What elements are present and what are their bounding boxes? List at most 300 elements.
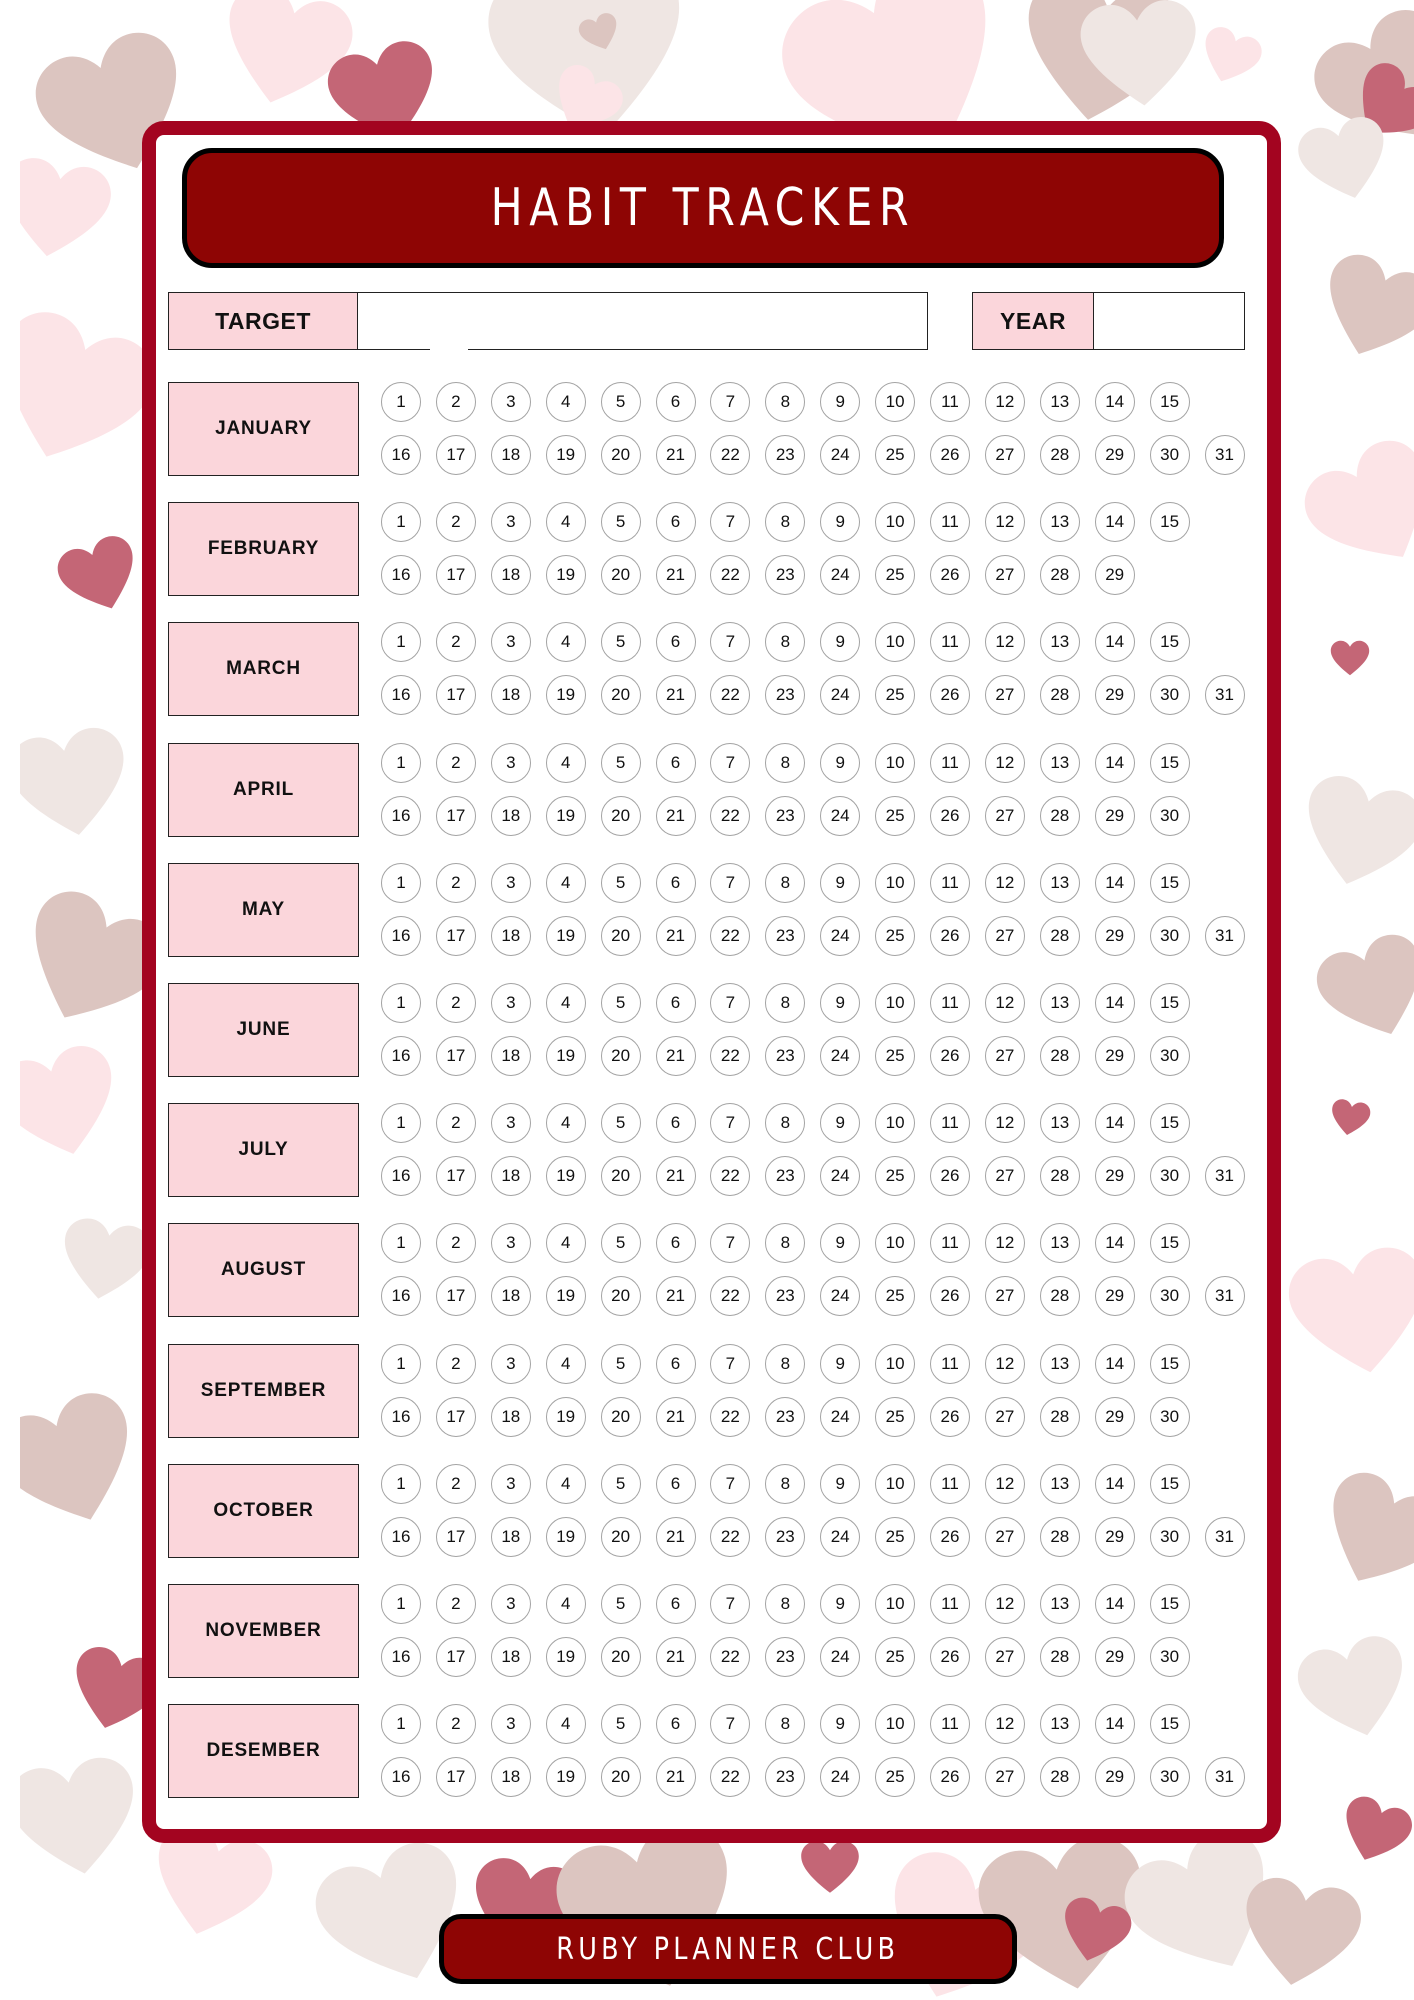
day-circle[interactable]: 7 [710,983,750,1023]
day-circle[interactable]: 19 [546,1276,586,1316]
day-circle[interactable]: 20 [601,1036,641,1076]
day-circle[interactable]: 30 [1150,1517,1190,1557]
day-circle[interactable]: 2 [436,1344,476,1384]
day-circle[interactable]: 13 [1040,1464,1080,1504]
day-circle[interactable]: 6 [656,622,696,662]
day-circle[interactable]: 31 [1205,1517,1245,1557]
day-circle[interactable]: 28 [1040,1637,1080,1677]
day-circle[interactable]: 9 [820,1344,860,1384]
day-circle[interactable]: 13 [1040,1344,1080,1384]
day-circle[interactable]: 28 [1040,916,1080,956]
day-circle[interactable]: 20 [601,1517,641,1557]
day-circle[interactable]: 6 [656,1344,696,1384]
day-circle[interactable]: 8 [765,1103,805,1143]
day-circle[interactable]: 26 [930,1276,970,1316]
day-circle[interactable]: 7 [710,1344,750,1384]
day-circle[interactable]: 30 [1150,1637,1190,1677]
day-circle[interactable]: 22 [710,675,750,715]
day-circle[interactable]: 23 [765,1276,805,1316]
day-circle[interactable]: 19 [546,435,586,475]
day-circle[interactable]: 20 [601,796,641,836]
day-circle[interactable]: 12 [985,1584,1025,1624]
day-circle[interactable]: 21 [656,1517,696,1557]
day-circle[interactable]: 23 [765,1036,805,1076]
day-circle[interactable]: 26 [930,1156,970,1196]
day-circle[interactable]: 5 [601,1464,641,1504]
day-circle[interactable]: 31 [1205,675,1245,715]
day-circle[interactable]: 26 [930,1757,970,1797]
day-circle[interactable]: 7 [710,1704,750,1744]
day-circle[interactable]: 29 [1095,1637,1135,1677]
day-circle[interactable]: 25 [875,675,915,715]
day-circle[interactable]: 21 [656,555,696,595]
day-circle[interactable]: 1 [381,983,421,1023]
day-circle[interactable]: 15 [1150,382,1190,422]
day-circle[interactable]: 19 [546,555,586,595]
day-circle[interactable]: 10 [875,502,915,542]
day-circle[interactable]: 3 [491,382,531,422]
day-circle[interactable]: 21 [656,796,696,836]
day-circle[interactable]: 18 [491,1036,531,1076]
target-input[interactable] [358,293,927,349]
day-circle[interactable]: 5 [601,1103,641,1143]
day-circle[interactable]: 1 [381,502,421,542]
day-circle[interactable]: 14 [1095,622,1135,662]
day-circle[interactable]: 6 [656,502,696,542]
day-circle[interactable]: 5 [601,1584,641,1624]
day-circle[interactable]: 5 [601,502,641,542]
day-circle[interactable]: 23 [765,435,805,475]
day-circle[interactable]: 16 [381,1397,421,1437]
day-circle[interactable]: 17 [436,675,476,715]
day-circle[interactable]: 26 [930,796,970,836]
day-circle[interactable]: 1 [381,1103,421,1143]
day-circle[interactable]: 11 [930,1103,970,1143]
day-circle[interactable]: 12 [985,1223,1025,1263]
day-circle[interactable]: 18 [491,1757,531,1797]
day-circle[interactable]: 13 [1040,1584,1080,1624]
day-circle[interactable]: 20 [601,1757,641,1797]
day-circle[interactable]: 13 [1040,743,1080,783]
day-circle[interactable]: 27 [985,916,1025,956]
day-circle[interactable]: 8 [765,622,805,662]
day-circle[interactable]: 30 [1150,796,1190,836]
day-circle[interactable]: 17 [436,1397,476,1437]
day-circle[interactable]: 19 [546,675,586,715]
day-circle[interactable]: 5 [601,1704,641,1744]
day-circle[interactable]: 28 [1040,675,1080,715]
day-circle[interactable]: 3 [491,743,531,783]
day-circle[interactable]: 29 [1095,1757,1135,1797]
day-circle[interactable]: 28 [1040,435,1080,475]
day-circle[interactable]: 26 [930,1397,970,1437]
day-circle[interactable]: 15 [1150,1103,1190,1143]
day-circle[interactable]: 27 [985,1156,1025,1196]
day-circle[interactable]: 10 [875,1584,915,1624]
day-circle[interactable]: 24 [820,1276,860,1316]
day-circle[interactable]: 29 [1095,555,1135,595]
day-circle[interactable]: 3 [491,983,531,1023]
day-circle[interactable]: 19 [546,1156,586,1196]
day-circle[interactable]: 5 [601,622,641,662]
day-circle[interactable]: 4 [546,1464,586,1504]
day-circle[interactable]: 23 [765,1637,805,1677]
day-circle[interactable]: 22 [710,1517,750,1557]
day-circle[interactable]: 28 [1040,1517,1080,1557]
day-circle[interactable]: 24 [820,1397,860,1437]
day-circle[interactable]: 22 [710,1397,750,1437]
day-circle[interactable]: 1 [381,382,421,422]
day-circle[interactable]: 22 [710,916,750,956]
day-circle[interactable]: 11 [930,502,970,542]
day-circle[interactable]: 14 [1095,1704,1135,1744]
day-circle[interactable]: 13 [1040,1103,1080,1143]
day-circle[interactable]: 24 [820,1757,860,1797]
day-circle[interactable]: 17 [436,1757,476,1797]
day-circle[interactable]: 5 [601,1344,641,1384]
day-circle[interactable]: 25 [875,1637,915,1677]
day-circle[interactable]: 20 [601,555,641,595]
day-circle[interactable]: 9 [820,382,860,422]
day-circle[interactable]: 9 [820,1704,860,1744]
day-circle[interactable]: 25 [875,796,915,836]
day-circle[interactable]: 27 [985,555,1025,595]
day-circle[interactable]: 6 [656,1584,696,1624]
day-circle[interactable]: 10 [875,1223,915,1263]
day-circle[interactable]: 1 [381,1344,421,1384]
day-circle[interactable]: 6 [656,1704,696,1744]
day-circle[interactable]: 14 [1095,1464,1135,1504]
day-circle[interactable]: 2 [436,983,476,1023]
day-circle[interactable]: 30 [1150,1276,1190,1316]
day-circle[interactable]: 11 [930,1464,970,1504]
day-circle[interactable]: 22 [710,796,750,836]
day-circle[interactable]: 24 [820,675,860,715]
day-circle[interactable]: 19 [546,796,586,836]
day-circle[interactable]: 28 [1040,1276,1080,1316]
day-circle[interactable]: 4 [546,1584,586,1624]
day-circle[interactable]: 29 [1095,916,1135,956]
day-circle[interactable]: 27 [985,796,1025,836]
day-circle[interactable]: 9 [820,983,860,1023]
day-circle[interactable]: 2 [436,1584,476,1624]
day-circle[interactable]: 15 [1150,743,1190,783]
day-circle[interactable]: 20 [601,1156,641,1196]
day-circle[interactable]: 18 [491,555,531,595]
day-circle[interactable]: 2 [436,743,476,783]
day-circle[interactable]: 24 [820,435,860,475]
day-circle[interactable]: 29 [1095,435,1135,475]
day-circle[interactable]: 12 [985,502,1025,542]
day-circle[interactable]: 18 [491,675,531,715]
day-circle[interactable]: 7 [710,743,750,783]
day-circle[interactable]: 10 [875,1464,915,1504]
day-circle[interactable]: 19 [546,916,586,956]
day-circle[interactable]: 14 [1095,1584,1135,1624]
day-circle[interactable]: 10 [875,983,915,1023]
day-circle[interactable]: 21 [656,1276,696,1316]
day-circle[interactable]: 18 [491,435,531,475]
day-circle[interactable]: 30 [1150,1397,1190,1437]
day-circle[interactable]: 12 [985,1464,1025,1504]
day-circle[interactable]: 8 [765,863,805,903]
day-circle[interactable]: 10 [875,863,915,903]
day-circle[interactable]: 15 [1150,1464,1190,1504]
day-circle[interactable]: 17 [436,1637,476,1677]
day-circle[interactable]: 16 [381,1156,421,1196]
day-circle[interactable]: 10 [875,1344,915,1384]
day-circle[interactable]: 11 [930,1344,970,1384]
day-circle[interactable]: 2 [436,1103,476,1143]
day-circle[interactable]: 2 [436,622,476,662]
day-circle[interactable]: 25 [875,916,915,956]
day-circle[interactable]: 31 [1205,435,1245,475]
day-circle[interactable]: 19 [546,1637,586,1677]
day-circle[interactable]: 21 [656,1156,696,1196]
day-circle[interactable]: 20 [601,675,641,715]
day-circle[interactable]: 12 [985,863,1025,903]
day-circle[interactable]: 8 [765,1223,805,1263]
day-circle[interactable]: 16 [381,1757,421,1797]
day-circle[interactable]: 4 [546,1103,586,1143]
day-circle[interactable]: 16 [381,796,421,836]
day-circle[interactable]: 28 [1040,1036,1080,1076]
day-circle[interactable]: 12 [985,983,1025,1023]
day-circle[interactable]: 25 [875,1517,915,1557]
day-circle[interactable]: 7 [710,1103,750,1143]
day-circle[interactable]: 9 [820,1464,860,1504]
day-circle[interactable]: 25 [875,435,915,475]
day-circle[interactable]: 3 [491,1103,531,1143]
day-circle[interactable]: 9 [820,1223,860,1263]
day-circle[interactable]: 1 [381,743,421,783]
day-circle[interactable]: 14 [1095,1103,1135,1143]
day-circle[interactable]: 14 [1095,1344,1135,1384]
day-circle[interactable]: 25 [875,1397,915,1437]
day-circle[interactable]: 31 [1205,1276,1245,1316]
day-circle[interactable]: 2 [436,863,476,903]
day-circle[interactable]: 1 [381,1464,421,1504]
day-circle[interactable]: 17 [436,435,476,475]
day-circle[interactable]: 8 [765,1704,805,1744]
day-circle[interactable]: 14 [1095,382,1135,422]
day-circle[interactable]: 24 [820,916,860,956]
day-circle[interactable]: 11 [930,863,970,903]
day-circle[interactable]: 9 [820,502,860,542]
day-circle[interactable]: 23 [765,1397,805,1437]
day-circle[interactable]: 10 [875,382,915,422]
day-circle[interactable]: 16 [381,435,421,475]
day-circle[interactable]: 29 [1095,1397,1135,1437]
day-circle[interactable]: 5 [601,382,641,422]
day-circle[interactable]: 11 [930,382,970,422]
day-circle[interactable]: 10 [875,743,915,783]
day-circle[interactable]: 18 [491,1156,531,1196]
day-circle[interactable]: 16 [381,675,421,715]
day-circle[interactable]: 4 [546,502,586,542]
day-circle[interactable]: 8 [765,1584,805,1624]
year-input[interactable] [1094,293,1244,349]
day-circle[interactable]: 3 [491,1223,531,1263]
day-circle[interactable]: 3 [491,502,531,542]
day-circle[interactable]: 9 [820,1103,860,1143]
day-circle[interactable]: 7 [710,863,750,903]
day-circle[interactable]: 3 [491,1344,531,1384]
day-circle[interactable]: 25 [875,1757,915,1797]
day-circle[interactable]: 25 [875,1276,915,1316]
day-circle[interactable]: 21 [656,1757,696,1797]
day-circle[interactable]: 6 [656,1103,696,1143]
day-circle[interactable]: 11 [930,1584,970,1624]
day-circle[interactable]: 3 [491,1584,531,1624]
day-circle[interactable]: 23 [765,796,805,836]
day-circle[interactable]: 24 [820,1517,860,1557]
day-circle[interactable]: 26 [930,675,970,715]
day-circle[interactable]: 2 [436,1464,476,1504]
day-circle[interactable]: 15 [1150,1704,1190,1744]
day-circle[interactable]: 7 [710,382,750,422]
day-circle[interactable]: 16 [381,1517,421,1557]
day-circle[interactable]: 7 [710,1464,750,1504]
day-circle[interactable]: 29 [1095,675,1135,715]
day-circle[interactable]: 26 [930,435,970,475]
day-circle[interactable]: 6 [656,1223,696,1263]
day-circle[interactable]: 27 [985,1276,1025,1316]
day-circle[interactable]: 21 [656,435,696,475]
day-circle[interactable]: 23 [765,675,805,715]
day-circle[interactable]: 10 [875,622,915,662]
day-circle[interactable]: 21 [656,916,696,956]
day-circle[interactable]: 17 [436,796,476,836]
day-circle[interactable]: 15 [1150,983,1190,1023]
day-circle[interactable]: 13 [1040,382,1080,422]
day-circle[interactable]: 4 [546,622,586,662]
day-circle[interactable]: 16 [381,916,421,956]
day-circle[interactable]: 3 [491,863,531,903]
day-circle[interactable]: 6 [656,983,696,1023]
day-circle[interactable]: 31 [1205,1757,1245,1797]
day-circle[interactable]: 23 [765,1517,805,1557]
day-circle[interactable]: 7 [710,1584,750,1624]
day-circle[interactable]: 2 [436,382,476,422]
day-circle[interactable]: 29 [1095,1156,1135,1196]
day-circle[interactable]: 12 [985,743,1025,783]
day-circle[interactable]: 14 [1095,1223,1135,1263]
day-circle[interactable]: 26 [930,1517,970,1557]
day-circle[interactable]: 13 [1040,863,1080,903]
day-circle[interactable]: 6 [656,382,696,422]
day-circle[interactable]: 1 [381,622,421,662]
day-circle[interactable]: 18 [491,1637,531,1677]
day-circle[interactable]: 3 [491,622,531,662]
day-circle[interactable]: 20 [601,1397,641,1437]
day-circle[interactable]: 4 [546,382,586,422]
day-circle[interactable]: 26 [930,1637,970,1677]
day-circle[interactable]: 28 [1040,555,1080,595]
day-circle[interactable]: 26 [930,555,970,595]
day-circle[interactable]: 19 [546,1517,586,1557]
day-circle[interactable]: 15 [1150,502,1190,542]
day-circle[interactable]: 27 [985,1397,1025,1437]
day-circle[interactable]: 12 [985,382,1025,422]
day-circle[interactable]: 26 [930,1036,970,1076]
day-circle[interactable]: 30 [1150,1036,1190,1076]
day-circle[interactable]: 11 [930,983,970,1023]
day-circle[interactable]: 18 [491,796,531,836]
day-circle[interactable]: 4 [546,743,586,783]
day-circle[interactable]: 20 [601,1637,641,1677]
day-circle[interactable]: 21 [656,1036,696,1076]
day-circle[interactable]: 15 [1150,1584,1190,1624]
day-circle[interactable]: 29 [1095,1517,1135,1557]
day-circle[interactable]: 11 [930,622,970,662]
day-circle[interactable]: 27 [985,1757,1025,1797]
day-circle[interactable]: 4 [546,1344,586,1384]
day-circle[interactable]: 16 [381,1276,421,1316]
day-circle[interactable]: 22 [710,555,750,595]
day-circle[interactable]: 29 [1095,796,1135,836]
day-circle[interactable]: 16 [381,1036,421,1076]
day-circle[interactable]: 18 [491,1276,531,1316]
day-circle[interactable]: 21 [656,1637,696,1677]
day-circle[interactable]: 19 [546,1036,586,1076]
day-circle[interactable]: 20 [601,916,641,956]
day-circle[interactable]: 29 [1095,1276,1135,1316]
day-circle[interactable]: 20 [601,435,641,475]
day-circle[interactable]: 30 [1150,1757,1190,1797]
day-circle[interactable]: 12 [985,1704,1025,1744]
day-circle[interactable]: 30 [1150,435,1190,475]
day-circle[interactable]: 11 [930,1704,970,1744]
day-circle[interactable]: 14 [1095,863,1135,903]
day-circle[interactable]: 12 [985,1344,1025,1384]
day-circle[interactable]: 16 [381,555,421,595]
day-circle[interactable]: 1 [381,1223,421,1263]
day-circle[interactable]: 1 [381,1584,421,1624]
day-circle[interactable]: 10 [875,1103,915,1143]
day-circle[interactable]: 6 [656,1464,696,1504]
day-circle[interactable]: 8 [765,983,805,1023]
day-circle[interactable]: 28 [1040,1757,1080,1797]
day-circle[interactable]: 1 [381,863,421,903]
day-circle[interactable]: 8 [765,382,805,422]
day-circle[interactable]: 16 [381,1637,421,1677]
day-circle[interactable]: 22 [710,1757,750,1797]
day-circle[interactable]: 10 [875,1704,915,1744]
day-circle[interactable]: 22 [710,1156,750,1196]
day-circle[interactable]: 28 [1040,1156,1080,1196]
day-circle[interactable]: 1 [381,1704,421,1744]
day-circle[interactable]: 13 [1040,622,1080,662]
day-circle[interactable]: 22 [710,1637,750,1677]
day-circle[interactable]: 23 [765,916,805,956]
day-circle[interactable]: 24 [820,1036,860,1076]
day-circle[interactable]: 8 [765,1464,805,1504]
day-circle[interactable]: 4 [546,983,586,1023]
day-circle[interactable]: 12 [985,622,1025,662]
day-circle[interactable]: 30 [1150,1156,1190,1196]
day-circle[interactable]: 15 [1150,863,1190,903]
day-circle[interactable]: 9 [820,743,860,783]
day-circle[interactable]: 28 [1040,796,1080,836]
day-circle[interactable]: 23 [765,555,805,595]
day-circle[interactable]: 29 [1095,1036,1135,1076]
day-circle[interactable]: 5 [601,743,641,783]
day-circle[interactable]: 23 [765,1156,805,1196]
day-circle[interactable]: 6 [656,863,696,903]
day-circle[interactable]: 14 [1095,502,1135,542]
day-circle[interactable]: 3 [491,1704,531,1744]
